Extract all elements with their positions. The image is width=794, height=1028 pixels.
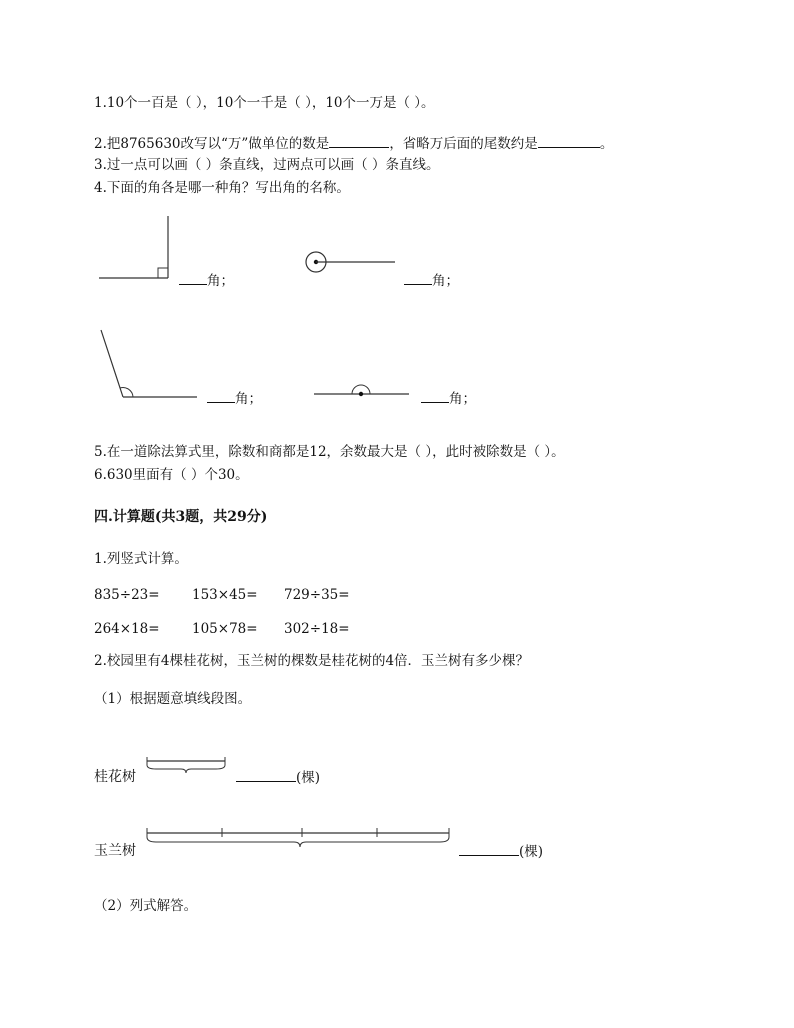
angle-answer-1 — [179, 269, 234, 289]
answer-blank — [207, 388, 235, 403]
straight-angle-figure — [312, 378, 412, 402]
calc-item: 153×45= — [192, 587, 258, 603]
answer-blank — [329, 133, 389, 148]
tree-label-1: 桂花树 — [94, 769, 136, 785]
answer-blank — [459, 841, 519, 856]
answer-blank — [236, 767, 296, 782]
calc-item: 105×78= — [192, 621, 258, 637]
tree-label-2: 玉兰树 — [94, 843, 136, 859]
unit-label: (棵) — [519, 844, 544, 860]
answer-line-1 — [236, 766, 320, 786]
round-angle-figure — [302, 248, 402, 278]
section-title: 四.计算题(共3题，共29分) — [94, 509, 268, 525]
question-2 — [94, 133, 613, 153]
answer-blank — [404, 270, 432, 285]
angle-suffix: 角； — [432, 273, 459, 289]
angle-answer-4 — [421, 387, 476, 407]
question-2-end: 。 — [599, 136, 614, 152]
question-2-part-a: 2.把8765630改写以“万”做单位的数是 — [94, 136, 330, 152]
question-1: 1.10个一百是（ ），10个一千是（ ），10个一万是（ ）。 — [94, 95, 435, 111]
answer-blank — [179, 270, 207, 285]
answer-line-2 — [459, 840, 543, 860]
question-6: 6.630里面有（ ）个30。 — [94, 467, 249, 483]
angle-answer-2 — [404, 269, 459, 289]
question-3: 3.过一点可以画（ ）条直线，过两点可以画（ ）条直线。 — [94, 157, 440, 173]
calc-item: 264×18= — [94, 621, 160, 637]
angle-suffix: 角； — [235, 391, 262, 407]
calc-item: 835÷23= — [94, 587, 160, 603]
calc-prompt: 1.列竖式计算。 — [94, 551, 188, 567]
answer-blank — [538, 133, 600, 148]
obtuse-angle-figure — [96, 326, 206, 402]
question-5: 5.在一道除法算式里，除数和商都是12，余数最大是（ ），此时被除数是（ ）。 — [94, 444, 565, 460]
sub-question-2: （2）列式解答。 — [94, 898, 198, 914]
question-4: 4.下面的角各是哪一种角？写出角的名称。 — [94, 180, 350, 196]
calc-item: 729÷35= — [284, 587, 350, 603]
right-angle-figure — [96, 214, 176, 284]
unit-label: (棵) — [296, 770, 321, 786]
angle-suffix: 角； — [449, 391, 476, 407]
calc-item: 302÷18= — [284, 621, 350, 637]
sub-question-1: （1）根据题意填线段图。 — [94, 691, 252, 707]
segment-diagram-2 — [146, 826, 454, 852]
angle-suffix: 角； — [207, 273, 234, 289]
segment-diagram-1 — [146, 756, 228, 776]
word-problem: 2.校园里有4棵桂花树，玉兰树的棵数是桂花树的4倍．玉兰树有多少棵？ — [94, 653, 530, 669]
question-2-part-b: ，省略万后面的尾数约是 — [389, 136, 538, 152]
answer-blank — [421, 388, 449, 403]
angle-answer-3 — [207, 387, 262, 407]
